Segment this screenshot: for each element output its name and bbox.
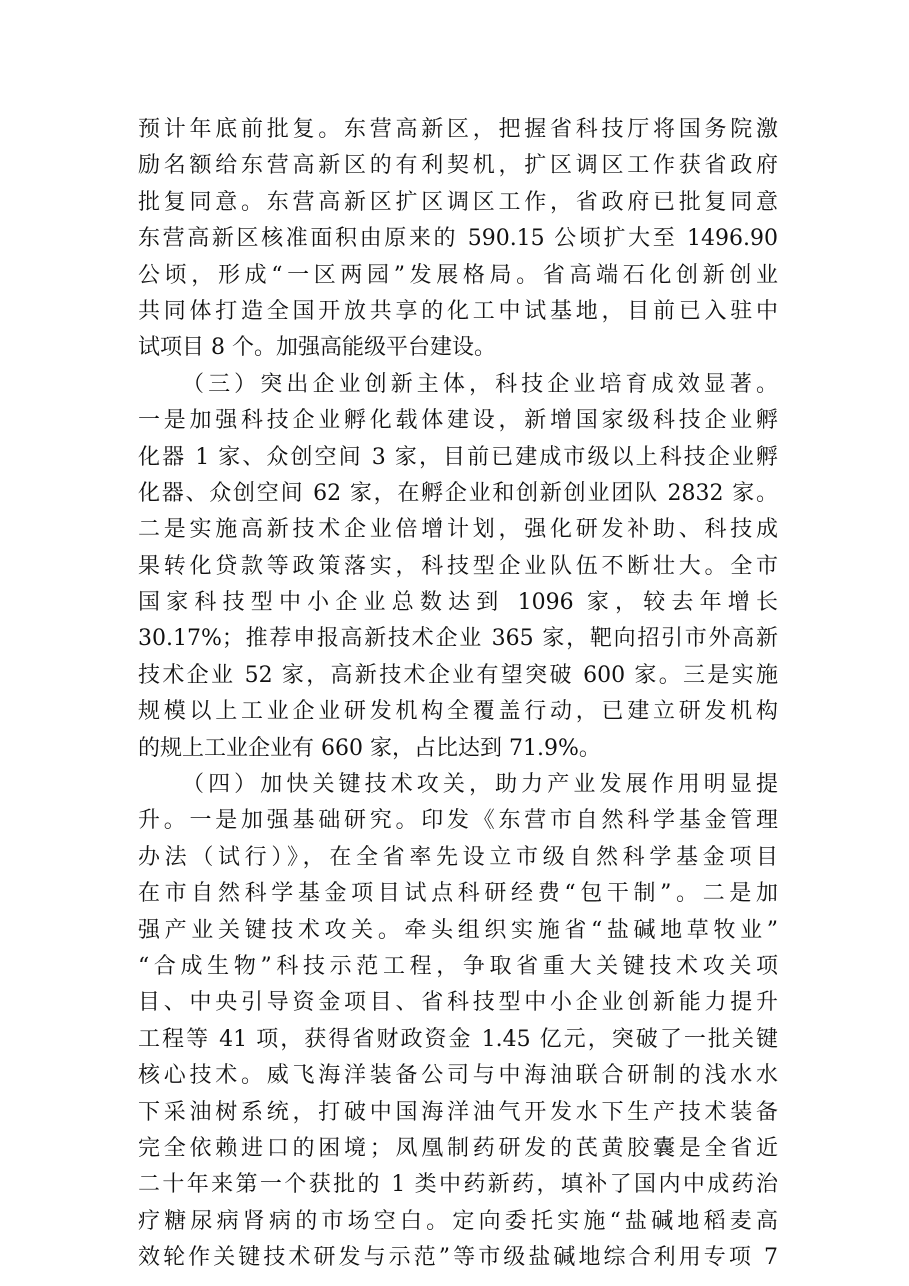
paragraph-line: 效轮作关键技术研发与示范”等市级盐碱地综合利用专项 7 [138,1245,778,1271]
paragraph-line: 的规上工业企业有 660 家，占比达到 71.9%。 [138,735,601,761]
paragraph-line: 升。一是加强基础研究。印发《东营市自然科学基金管理 [138,808,778,834]
paragraph-line: 试项目 8 个。加强高能级平台建设。 [138,335,496,361]
paragraph-line: 批复同意。东营高新区扩区调区工作，省政府已批复同意 [138,189,778,215]
paragraph-line: 一是加强科技企业孵化载体建设，新增国家级科技企业孵 [138,408,778,434]
paragraph-line: 预计年底前批复。东营高新区，把握省科技厅将国务院激 [138,117,778,142]
paragraph-line: 核心技术。威飞海洋装备公司与中海油联合研制的浅水水 [138,1063,778,1089]
paragraph-line: 励名额给东营高新区的有利契机，扩区调区工作获省政府 [138,153,778,179]
paragraph-line: 化器 1 家、众创空间 3 家，目前已建成市级以上科技企业孵 [138,444,778,470]
paragraph-line: 规模以上工业企业研发机构全覆盖行动，已建立研发机构 [138,699,778,725]
paragraph-line: 化器、众创空间 62 家，在孵企业和创新创业团队 2832 家。 [138,480,778,506]
paragraph-line: 目、中央引导资金项目、省科技型中小企业创新能力提升 [138,990,778,1016]
paragraph-line: 办法（试行）》，在全省率先设立市级自然科学基金项目 [138,844,778,870]
paragraph-line: 在市自然科学基金项目试点科研经费“包干制”。二是加 [138,881,778,907]
paragraph-line: 果转化贷款等政策落实，科技型企业队伍不断壮大。全市 [138,553,778,579]
paragraph-line: “合成生物”科技示范工程，争取省重大关键技术攻关项 [138,953,778,979]
paragraph-line: 公顷，形成“一区两园”发展格局。省高端石化创新创业 [138,262,778,288]
paragraph-line: 下采油树系统，打破中国海洋油气开发水下生产技术装备 [138,1099,778,1125]
paragraph-line: 二是实施高新技术企业倍增计划，强化研发补助、科技成 [138,517,778,543]
paragraph-line: 技术企业 52 家，高新技术企业有望突破 600 家。三是实施 [138,662,778,688]
paragraph-line: 共同体打造全国开放共享的化工中试基地，目前已入驻中 [138,298,778,324]
section-heading-line: （四）加快关键技术攻关，助力产业发展作用明显提 [182,772,778,798]
paragraph-line: 完全依赖进口的困境；凤凰制药研发的芪黄胶囊是全省近 [138,1135,778,1161]
paragraph-line: 30.17%；推荐申报高新技术企业 365 家，靶向招引市外高新 [138,626,778,652]
paragraph-line: 东营高新区核准面积由原来的 590.15 公顷扩大至 1496.90 [138,226,778,252]
paragraph-line: 疗糖尿病肾病的市场空白。定向委托实施“盐碱地稻麦高 [138,1208,778,1234]
paragraph-line: 国家科技型中小企业总数达到 1096 家，较去年增长 [138,590,778,616]
document-body [138,112,778,1277]
paragraph-line: 强产业关键技术攻关。牵头组织实施省“盐碱地草牧业” [138,917,778,943]
section-heading-line: （三）突出企业创新主体，科技企业培育成效显著。 [182,371,778,397]
paragraph-line: 工程等 41 项，获得省财政资金 1.45 亿元，突破了一批关键 [138,1026,778,1052]
paragraph-line: 二十年来第一个获批的 1 类中药新药，填补了国内中成药治 [138,1172,778,1198]
